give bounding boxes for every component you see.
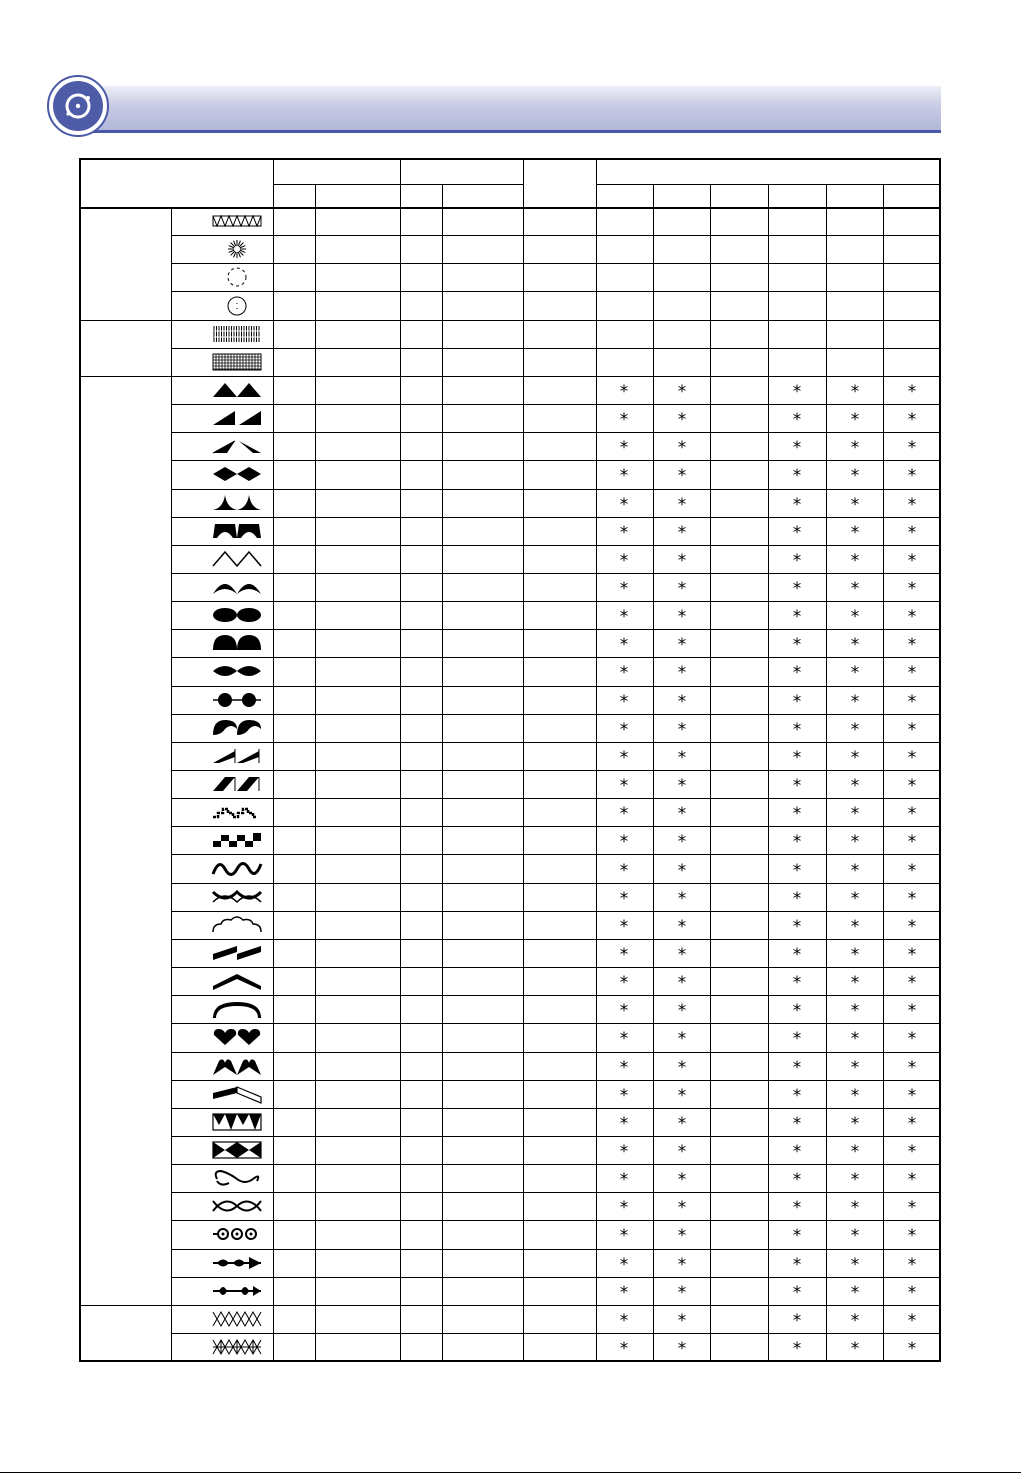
asterisk-mark: * [677, 494, 687, 515]
steps-small-icon [209, 801, 265, 823]
asterisk-mark: * [792, 550, 802, 571]
asterisk-mark: * [677, 719, 687, 740]
asterisk-mark: * [907, 691, 917, 712]
table-subcolumn-rule [442, 184, 443, 1362]
cross-stitch-icon [209, 1308, 265, 1330]
asterisk-mark: * [907, 1339, 917, 1360]
asterisk-mark: * [792, 1029, 802, 1050]
asterisk-mark: * [792, 438, 802, 459]
asterisk-mark: * [619, 1282, 629, 1303]
asterisk-mark: * [907, 663, 917, 684]
asterisk-mark: * [792, 1113, 802, 1134]
asterisk-mark: * [677, 776, 687, 797]
asterisk-mark: * [907, 494, 917, 515]
asterisk-mark: * [677, 1001, 687, 1022]
asterisk-mark: * [677, 607, 687, 628]
header-sub-rule [273, 184, 523, 185]
asterisk-mark: * [850, 1142, 860, 1163]
grid-block-icon [209, 351, 265, 373]
asterisk-mark: * [792, 804, 802, 825]
asterisk-mark: * [677, 1226, 687, 1247]
asterisk-mark: * [619, 522, 629, 543]
diamonds-icon [209, 463, 265, 485]
asterisk-mark: * [677, 550, 687, 571]
asterisk-mark: * [677, 747, 687, 768]
asterisk-mark: * [907, 804, 917, 825]
asterisk-mark: * [619, 1029, 629, 1050]
asterisk-mark: * [792, 691, 802, 712]
double-wave-icon [209, 886, 265, 908]
small-circle-icon [209, 295, 265, 317]
asterisk-mark: * [619, 1198, 629, 1219]
asterisk-mark: * [677, 1113, 687, 1134]
asterisk-mark: * [677, 1142, 687, 1163]
asterisk-mark: * [850, 1170, 860, 1191]
table-row-rule [171, 883, 941, 884]
asterisk-mark: * [677, 522, 687, 543]
asterisk-mark: * [850, 550, 860, 571]
asterisk-mark: * [792, 1142, 802, 1163]
table-subcolumn-rule [710, 184, 711, 1362]
asterisk-mark: * [792, 860, 802, 881]
disc-icon [53, 81, 103, 131]
asterisk-mark: * [677, 663, 687, 684]
asterisk-mark: * [907, 916, 917, 937]
asterisk-mark: * [907, 944, 917, 965]
asterisk-mark: * [850, 635, 860, 656]
table-row-rule [171, 770, 941, 771]
table-row-rule [171, 826, 941, 827]
asterisk-mark: * [619, 1226, 629, 1247]
asterisk-mark: * [619, 663, 629, 684]
asterisk-mark: * [677, 944, 687, 965]
asterisk-mark: * [677, 832, 687, 853]
domes-icon [209, 632, 265, 654]
asterisk-mark: * [792, 719, 802, 740]
asterisk-mark: * [850, 916, 860, 937]
asterisk-mark: * [792, 381, 802, 402]
triangles-icon [209, 379, 265, 401]
table-row-rule [171, 235, 941, 236]
double-cross-stitch-icon [209, 1336, 265, 1358]
asterisk-mark: * [677, 1254, 687, 1275]
spirals-icon [209, 1223, 265, 1245]
hearts-icon [209, 1026, 265, 1048]
table-row-rule [171, 1023, 941, 1024]
asterisk-mark: * [619, 1310, 629, 1331]
asterisk-mark: * [677, 410, 687, 431]
asterisk-mark: * [907, 410, 917, 431]
asterisk-mark: * [907, 832, 917, 853]
asterisk-mark: * [619, 944, 629, 965]
asterisk-mark: * [907, 1085, 917, 1106]
asterisk-mark: * [850, 1254, 860, 1275]
table-row-rule [171, 1277, 941, 1278]
asterisk-mark: * [850, 1282, 860, 1303]
asterisk-mark: * [792, 916, 802, 937]
asterisk-mark: * [850, 691, 860, 712]
asterisk-mark: * [907, 579, 917, 600]
asterisk-mark: * [619, 607, 629, 628]
arch-columns-icon [209, 520, 265, 542]
table-row-rule [171, 995, 941, 996]
asterisk-mark: * [907, 1029, 917, 1050]
table-row-rule [171, 1333, 941, 1334]
asterisk-mark: * [619, 804, 629, 825]
asterisk-mark: * [850, 438, 860, 459]
asterisk-mark: * [792, 1170, 802, 1191]
group-rule [79, 376, 941, 377]
asterisk-mark: * [850, 860, 860, 881]
asterisk-mark: * [850, 804, 860, 825]
asterisk-mark: * [907, 1198, 917, 1219]
asterisk-mark: * [850, 888, 860, 909]
asterisk-mark: * [619, 1170, 629, 1191]
asterisk-mark: * [677, 888, 687, 909]
asterisk-mark: * [619, 1254, 629, 1275]
asterisk-mark: * [792, 635, 802, 656]
ribbon-icon [209, 1083, 265, 1105]
asterisk-mark: * [619, 635, 629, 656]
table-row-rule [171, 714, 941, 715]
asterisk-mark: * [792, 466, 802, 487]
asterisk-mark: * [850, 466, 860, 487]
asterisk-mark: * [677, 579, 687, 600]
asterisk-mark: * [619, 438, 629, 459]
asterisk-mark: * [907, 1142, 917, 1163]
asterisk-mark: * [850, 607, 860, 628]
asterisk-mark: * [907, 1170, 917, 1191]
table-row-rule [171, 1220, 941, 1221]
beads-icon [209, 689, 265, 711]
asterisk-mark: * [850, 1226, 860, 1247]
wave-icon [209, 858, 265, 880]
asterisk-mark: * [792, 944, 802, 965]
asterisk-mark: * [907, 1310, 917, 1331]
asterisk-mark: * [850, 1339, 860, 1360]
asterisk-mark: * [850, 663, 860, 684]
table-row-rule [171, 1192, 941, 1193]
asterisk-mark: * [850, 747, 860, 768]
roof-icon [209, 970, 265, 992]
asterisk-mark: * [619, 747, 629, 768]
table-row-rule [171, 742, 941, 743]
table-row-rule [171, 601, 941, 602]
asterisk-mark: * [907, 888, 917, 909]
asterisk-mark: * [619, 860, 629, 881]
slanted-flags-icon [209, 435, 265, 457]
table-row-rule [171, 686, 941, 687]
asterisk-mark: * [619, 691, 629, 712]
table-subcolumn-rule [768, 184, 769, 1362]
table-row-rule [171, 1080, 941, 1081]
asterisk-mark: * [677, 438, 687, 459]
asterisk-mark: * [677, 804, 687, 825]
table-row-rule [171, 1052, 941, 1053]
cable-icon [209, 1195, 265, 1217]
leaf-ovals-icon [209, 660, 265, 682]
asterisk-mark: * [792, 747, 802, 768]
footer-rule [0, 1472, 1021, 1473]
asterisk-mark: * [792, 1282, 802, 1303]
asterisk-mark: * [907, 550, 917, 571]
asterisk-mark: * [850, 494, 860, 515]
asterisk-mark: * [677, 466, 687, 487]
asterisk-mark: * [850, 1085, 860, 1106]
asterisk-mark: * [619, 579, 629, 600]
asterisk-mark: * [619, 888, 629, 909]
table-row-rule [171, 348, 941, 349]
half-flags-icon [209, 745, 265, 767]
asterisk-mark: * [907, 381, 917, 402]
asterisk-mark: * [619, 1085, 629, 1106]
table-row-rule [171, 1164, 941, 1165]
asterisk-mark: * [850, 1198, 860, 1219]
asterisk-mark: * [792, 1057, 802, 1078]
asterisk-mark: * [792, 607, 802, 628]
asterisk-mark: * [792, 1085, 802, 1106]
asterisk-mark: * [677, 1170, 687, 1191]
table-column-rule [596, 158, 597, 1362]
right-triangles-icon [209, 407, 265, 429]
scroll-curve-icon [209, 1167, 265, 1189]
asterisk-mark: * [677, 1310, 687, 1331]
bow-arc-icon [209, 998, 265, 1020]
asterisk-mark: * [792, 522, 802, 543]
bowtie-band-icon [209, 1139, 265, 1161]
table-row-rule [171, 460, 941, 461]
table-row-rule [171, 911, 941, 912]
asterisk-mark: * [677, 973, 687, 994]
zigzag-border-icon [209, 210, 265, 232]
asterisk-mark: * [850, 719, 860, 740]
slashes-icon [209, 942, 265, 964]
asterisk-mark: * [907, 747, 917, 768]
checker-steps-icon [209, 829, 265, 851]
table-subcolumn-rule [315, 184, 316, 1362]
asterisk-mark: * [792, 410, 802, 431]
asterisk-mark: * [677, 381, 687, 402]
crescents-icon [209, 717, 265, 739]
table-row-rule [171, 291, 941, 292]
asterisk-mark: * [677, 1198, 687, 1219]
vine-icon [209, 1280, 265, 1302]
asterisk-mark: * [850, 522, 860, 543]
asterisk-mark: * [792, 494, 802, 515]
asterisk-mark: * [907, 635, 917, 656]
asterisk-mark: * [907, 776, 917, 797]
table-column-rule [171, 207, 172, 1362]
asterisk-mark: * [619, 1142, 629, 1163]
tulip-hearts-icon [209, 1055, 265, 1077]
table-row-rule [171, 1249, 941, 1250]
asterisk-mark: * [792, 663, 802, 684]
table-row-rule [171, 629, 941, 630]
asterisk-mark: * [850, 1001, 860, 1022]
asterisk-mark: * [792, 1001, 802, 1022]
table-row-rule [171, 939, 941, 940]
asterisk-mark: * [619, 1113, 629, 1134]
asterisk-mark: * [850, 832, 860, 853]
table-row-rule [171, 545, 941, 546]
asterisk-mark: * [907, 1057, 917, 1078]
header-bar [62, 86, 941, 130]
asterisk-mark: * [850, 944, 860, 965]
arcs-icon [209, 576, 265, 598]
table-row-rule [171, 573, 941, 574]
asterisk-mark: * [619, 973, 629, 994]
asterisk-mark: * [792, 1339, 802, 1360]
asterisk-mark: * [677, 1339, 687, 1360]
asterisk-mark: * [619, 1339, 629, 1360]
asterisk-mark: * [619, 916, 629, 937]
asterisk-mark: * [619, 494, 629, 515]
asterisk-mark: * [850, 410, 860, 431]
asterisk-mark: * [850, 973, 860, 994]
asterisk-mark: * [907, 1001, 917, 1022]
asterisk-mark: * [792, 579, 802, 600]
table-row-rule [171, 1108, 941, 1109]
parallelograms-icon [209, 773, 265, 795]
asterisk-mark: * [677, 1057, 687, 1078]
asterisk-mark: * [907, 1254, 917, 1275]
asterisk-mark: * [677, 1029, 687, 1050]
table-row-rule [171, 432, 941, 433]
asterisk-mark: * [677, 860, 687, 881]
asterisk-mark: * [677, 916, 687, 937]
table-row-rule [171, 967, 941, 968]
asterisk-mark: * [792, 888, 802, 909]
ovals-icon [209, 604, 265, 626]
dashed-circle-icon [209, 266, 265, 288]
asterisk-mark: * [850, 1057, 860, 1078]
table-row-rule [171, 263, 941, 264]
asterisk-mark: * [677, 691, 687, 712]
table-row-rule [171, 404, 941, 405]
header-bottom-rule [79, 207, 941, 209]
header-underline [62, 130, 941, 133]
asterisk-mark: * [619, 776, 629, 797]
leaf-chain-icon [209, 1252, 265, 1274]
asterisk-mark: * [619, 1001, 629, 1022]
table-column-rule [523, 158, 524, 1362]
asterisk-mark: * [619, 410, 629, 431]
concave-peaks-icon [209, 492, 265, 514]
asterisk-mark: * [792, 1254, 802, 1275]
asterisk-mark: * [792, 1310, 802, 1331]
asterisk-mark: * [907, 438, 917, 459]
asterisk-mark: * [677, 1282, 687, 1303]
scallop-icon [209, 914, 265, 936]
asterisk-mark: * [792, 776, 802, 797]
table-row-rule [171, 517, 941, 518]
chevron-outline-icon [209, 548, 265, 570]
asterisk-mark: * [907, 973, 917, 994]
table-column-rule [273, 158, 274, 1362]
table-row-rule [171, 1136, 941, 1137]
asterisk-mark: * [619, 719, 629, 740]
asterisk-mark: * [907, 607, 917, 628]
asterisk-mark: * [619, 381, 629, 402]
asterisk-mark: * [792, 1226, 802, 1247]
asterisk-mark: * [792, 1198, 802, 1219]
table-row-rule [171, 854, 941, 855]
asterisk-mark: * [907, 1226, 917, 1247]
table-subcolumn-rule [883, 184, 884, 1362]
header-sub-rule [596, 184, 941, 185]
asterisk-mark: * [619, 832, 629, 853]
table-row-rule [171, 798, 941, 799]
asterisk-mark: * [850, 1113, 860, 1134]
asterisk-mark: * [850, 381, 860, 402]
asterisk-mark: * [850, 1029, 860, 1050]
asterisk-mark: * [677, 635, 687, 656]
asterisk-mark: * [850, 776, 860, 797]
asterisk-mark: * [619, 550, 629, 571]
group-rule [79, 320, 941, 321]
asterisk-mark: * [907, 522, 917, 543]
starburst-icon [209, 238, 265, 260]
table-row-rule [171, 489, 941, 490]
group-rule [79, 1305, 941, 1306]
asterisk-mark: * [850, 1310, 860, 1331]
table-subcolumn-rule [653, 184, 654, 1362]
table-column-rule [400, 158, 401, 1362]
asterisk-mark: * [619, 466, 629, 487]
asterisk-mark: * [792, 973, 802, 994]
table-subcolumn-rule [826, 184, 827, 1362]
dense-lines-icon [209, 323, 265, 345]
asterisk-mark: * [677, 1085, 687, 1106]
asterisk-mark: * [619, 1057, 629, 1078]
asterisk-mark: * [907, 466, 917, 487]
asterisk-mark: * [792, 832, 802, 853]
triangle-band-icon [209, 1111, 265, 1133]
asterisk-mark: * [907, 1113, 917, 1134]
asterisk-mark: * [907, 719, 917, 740]
asterisk-mark: * [850, 579, 860, 600]
stitch-table [79, 158, 941, 1362]
table-row-rule [171, 657, 941, 658]
asterisk-mark: * [907, 860, 917, 881]
asterisk-mark: * [907, 1282, 917, 1303]
